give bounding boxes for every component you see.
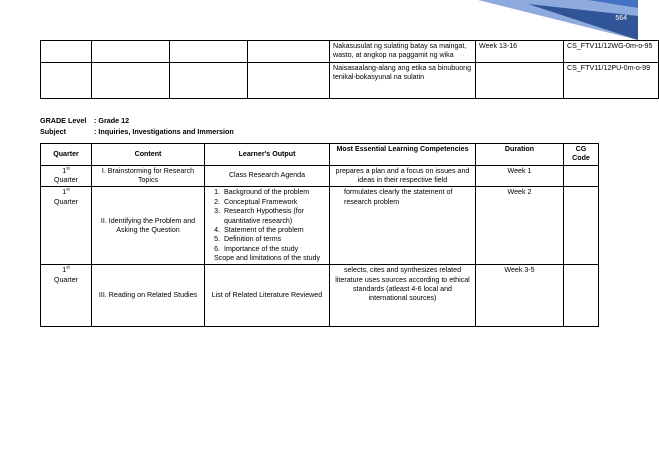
header-code: CG Code <box>564 144 599 166</box>
output-cell <box>205 187 330 265</box>
header-quarter: Quarter <box>41 144 92 166</box>
quarter-ordinal: st <box>66 187 70 193</box>
content-cell: I. Brainstorming for Research Topics <box>92 165 205 187</box>
duration-cell: Week 13-16 <box>476 41 564 63</box>
quarter-number: 1 <box>62 266 67 275</box>
corner-decoration <box>468 0 638 42</box>
list-item: 4. Statement of the problem <box>222 226 326 235</box>
code-cell: CS_FTV11/12PU-0m-o-99 <box>564 62 659 98</box>
continued-table <box>40 40 659 99</box>
subject-label: Subject <box>40 127 66 136</box>
quarter-cell <box>41 165 92 187</box>
competency-cell: selects, cites and synthesizes related literature uses sources according to ethical standards (atleast 4-6 local and international sources) <box>330 265 476 327</box>
grade-level-value: : Grade 12 <box>94 116 130 125</box>
quarter-word: Quarter <box>53 197 79 206</box>
output-cell: List of Related Literature Reviewed <box>205 265 330 327</box>
duration-cell <box>476 62 564 98</box>
competency-cell: Naisasaalang-alang ang etika sa binubuong tenikal-bokasyunal na sulatin <box>330 62 476 98</box>
content-cell: III. Reading on Related Studies <box>92 265 205 327</box>
content-cell: II. Identifying the Problem and Asking the Question <box>92 187 205 265</box>
grade-level-label: GRADE Level <box>40 116 87 125</box>
quarter-ordinal: st <box>66 165 70 171</box>
subject-line <box>40 127 234 136</box>
quarter-cell <box>41 187 92 265</box>
quarter-number: 1 <box>62 166 67 175</box>
code-cell <box>564 187 599 265</box>
page-number: 564 <box>615 15 627 22</box>
competency-cell: formulates clearly the statement of research problem <box>330 187 476 265</box>
header-content: Content <box>92 144 205 166</box>
list-item: 3. Research Hypothesis (for quantitative research) <box>222 207 326 226</box>
subject-value: : Inquiries, Investigations and Immersion <box>94 127 234 136</box>
quarter-ordinal: st <box>66 264 70 270</box>
quarter-cell <box>41 265 92 327</box>
quarter-word: Quarter <box>53 176 79 185</box>
table-row <box>41 265 599 327</box>
code-cell <box>564 265 599 327</box>
quarter-word: Quarter <box>53 275 79 284</box>
output-list <box>208 188 326 254</box>
output-tail: Scope and limitations of the study <box>213 253 321 262</box>
table-row <box>41 62 659 98</box>
header-competencies: Most Essential Learning Competencies <box>330 144 476 166</box>
code-cell: CS_FTV11/12WG-0m-o-95 <box>564 41 659 63</box>
header-duration: Duration <box>476 144 564 166</box>
code-cell <box>564 165 599 187</box>
list-item: 6. Importance of the study <box>222 245 326 254</box>
table-row <box>41 41 659 63</box>
header-row <box>41 144 599 166</box>
duration-cell: Week 2 <box>476 187 564 265</box>
competency-cell: prepares a plan and a focus on issues and ideas in their respective field <box>330 165 476 187</box>
list-item: 1. Background of the problem <box>222 188 326 197</box>
output-cell: Class Research Agenda <box>205 165 330 187</box>
competency-cell: Nakasusulat ng sulating batay sa maingat, wasto, at angkop na paggamit ng wika <box>330 41 476 63</box>
header-output: Learner's Output <box>205 144 330 166</box>
list-item: 2. Conceptual Framework <box>222 198 326 207</box>
duration-cell: Week 3-5 <box>476 265 564 327</box>
duration-cell: Week 1 <box>476 165 564 187</box>
table-row <box>41 165 599 187</box>
list-item: 5. Definition of terms <box>222 235 326 244</box>
quarter-number: 1 <box>62 188 67 197</box>
curriculum-table <box>40 143 599 327</box>
grade-level-line <box>40 116 129 125</box>
table-row <box>41 187 599 265</box>
